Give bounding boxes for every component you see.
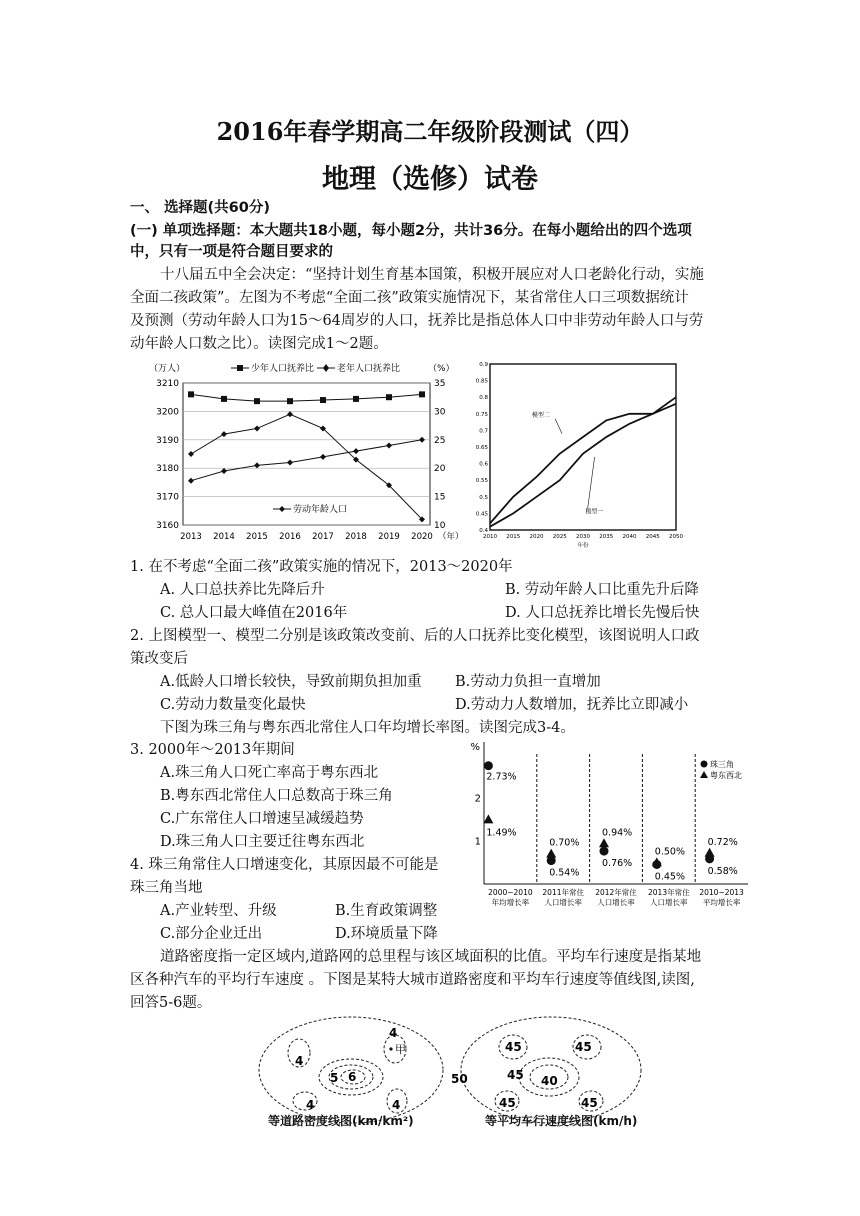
y-right-unit: （%） bbox=[428, 364, 455, 374]
data-point-east-west-north bbox=[483, 814, 493, 823]
q1-option-a[interactable]: A. 人口总扶养比先降后升 bbox=[160, 582, 325, 598]
category-label-line-1: 2012年常住 bbox=[595, 888, 637, 897]
q1-option-b[interactable]: B. 劳动年龄人口比重先升后降 bbox=[505, 582, 699, 598]
x-tick-label: 2030 bbox=[576, 534, 590, 540]
x-tick-label: 2017 bbox=[312, 532, 334, 542]
data-point-workforce bbox=[254, 425, 260, 431]
category-label-line-1: 2013年常住 bbox=[648, 888, 690, 897]
growth-rate-chart bbox=[470, 736, 754, 916]
data-point-elderly bbox=[287, 460, 293, 466]
y-tick-label: 0.6 bbox=[479, 461, 488, 468]
map1-caption: 等道路密度线图(km/km²) bbox=[268, 1114, 414, 1128]
data-point-juvenile bbox=[386, 394, 392, 400]
x-tick-label: 2040 bbox=[622, 534, 637, 540]
y-left-tick-label: 3180 bbox=[156, 464, 179, 475]
map2-label: 50 bbox=[451, 1072, 468, 1086]
data-point-elderly bbox=[320, 454, 326, 460]
data-point-workforce bbox=[188, 451, 194, 457]
map1-label: 5 bbox=[330, 1071, 339, 1085]
category-label-line-2: 年均增长率 bbox=[491, 898, 530, 907]
y-tick-label: 0.85 bbox=[475, 378, 488, 385]
q4-option-d[interactable]: D.环境质量下降 bbox=[335, 926, 438, 942]
data-point-juvenile bbox=[188, 391, 194, 397]
map2-label: 45 bbox=[499, 1096, 516, 1110]
instruction-line-1: (一) 单项选择题：本大题共18小题，每小题2分，共计36分。在每小题给出的四个选项 bbox=[130, 223, 692, 239]
plot-frame bbox=[183, 383, 430, 525]
data-point-juvenile bbox=[287, 398, 293, 404]
y-left-tick-label: 3170 bbox=[156, 492, 179, 503]
y-right-tick-label: 15 bbox=[434, 492, 446, 503]
legend-marker-pearl-river bbox=[701, 761, 708, 768]
data-point-workforce bbox=[221, 431, 227, 437]
map2-label: 45 bbox=[581, 1096, 598, 1110]
x-tick-label: 2020 bbox=[411, 532, 433, 542]
q3-option-a[interactable]: A.珠三角人口死亡率高于粤东西北 bbox=[160, 765, 379, 781]
instruction-line-2: 中，只有一项是符合题目要求的 bbox=[130, 244, 333, 260]
question-4-line-1: 4. 珠三角常住人口增速变化，其原因最不可能是 bbox=[130, 857, 439, 873]
category-label-line-1: 2010~2013 bbox=[699, 888, 744, 897]
data-label-pearl-river: 2.73% bbox=[486, 771, 517, 783]
category-label-line-1: 2000~2010 bbox=[488, 888, 533, 897]
category-label-line-1: 2011年常住 bbox=[542, 888, 584, 897]
legend-label-juvenile: 少年人口抚养比 bbox=[251, 364, 315, 374]
category-label-line-2: 人口增长率 bbox=[597, 898, 635, 907]
series-label-model-1: 模型一 bbox=[585, 508, 604, 516]
q4-option-a[interactable]: A.产业转型、升级 bbox=[160, 903, 277, 919]
y-tick-label: 0.9 bbox=[479, 362, 488, 368]
map2-label: 45 bbox=[575, 1040, 592, 1054]
data-point-east-west-north bbox=[599, 838, 609, 847]
y-tick-label: 0.7 bbox=[479, 428, 488, 435]
data-label-pearl-river: 0.58% bbox=[707, 865, 738, 877]
data-label-pearl-river: 0.45% bbox=[654, 871, 685, 883]
category-label-line-2: 人口增长率 bbox=[544, 898, 582, 907]
x-tick-label: 2015 bbox=[246, 532, 268, 542]
data-point-pearl-river bbox=[600, 847, 609, 856]
x-tick-label: 2050 bbox=[669, 534, 683, 540]
map2-label: 45 bbox=[507, 1068, 524, 1082]
q2-option-b[interactable]: B.劳动力负担一直增加 bbox=[455, 674, 601, 690]
exam-subtitle: 地理（选修）试卷 bbox=[322, 164, 538, 195]
y-tick-label: 0.55 bbox=[475, 478, 488, 485]
y-left-tick-label: 3210 bbox=[156, 379, 179, 389]
y-tick-label: 0.8 bbox=[479, 395, 488, 402]
data-label-east-west-north: 0.72% bbox=[707, 836, 738, 848]
data-point-juvenile bbox=[254, 398, 260, 404]
data-point-east-west-north bbox=[705, 848, 715, 857]
passage-line-1: 十八届五中全会决定：“坚持计划生育基本国策，积极开展应对人口老龄化行动，实施 bbox=[160, 267, 704, 283]
data-point-elderly bbox=[188, 478, 194, 484]
series-line-workforce bbox=[191, 414, 422, 519]
q2-option-d[interactable]: D.劳动力人数增加，抚养比立即减小 bbox=[455, 697, 689, 713]
q4-option-b[interactable]: B.生育政策调整 bbox=[335, 903, 438, 919]
section-heading: 一、 选择题(共60分) bbox=[130, 200, 270, 216]
map1-label: 4 bbox=[392, 1098, 401, 1112]
map1-label: 6 bbox=[348, 1070, 357, 1084]
series-line-model-1 bbox=[490, 404, 676, 527]
q3-option-d[interactable]: D.珠三角人口主要迁往粤东西北 bbox=[160, 834, 365, 850]
series-pointer-model-1 bbox=[588, 457, 595, 508]
y-right-tick-label: 20 bbox=[434, 464, 446, 475]
legend-label-pearl-river: 珠三角 bbox=[710, 760, 734, 769]
x-tick-label: 2020 bbox=[529, 534, 544, 540]
map1-label: 4 bbox=[295, 1054, 304, 1068]
data-label-east-west-north: 0.94% bbox=[602, 827, 633, 839]
data-point-pearl-river bbox=[484, 761, 493, 770]
x-tick-label: 2025 bbox=[552, 534, 567, 540]
q1-option-c[interactable]: C. 总人口最大峰值在2016年 bbox=[160, 605, 348, 621]
data-point-elderly bbox=[353, 448, 359, 454]
q4-option-c[interactable]: C.部分企业迁出 bbox=[160, 926, 263, 942]
x-tick-label: 2019 bbox=[378, 532, 400, 542]
data-point-juvenile bbox=[320, 397, 326, 403]
dependency-model-chart bbox=[476, 358, 686, 550]
y-tick-label: 1 bbox=[474, 836, 481, 848]
x-tick-label: 2035 bbox=[599, 534, 614, 540]
category-label-line-2: 平均增长率 bbox=[702, 898, 741, 907]
data-point-juvenile bbox=[353, 396, 359, 402]
y-right-tick-label: 25 bbox=[434, 435, 446, 446]
x-tick-label: 2016 bbox=[279, 532, 301, 542]
y-tick-label: 0.65 bbox=[475, 445, 488, 451]
y-right-tick-label: 10 bbox=[434, 521, 446, 531]
data-point-elderly bbox=[221, 468, 227, 474]
y-axis-label: % bbox=[470, 742, 480, 753]
passage-2: 下图为珠三角与粤东西北常住人口年均增长率图。读图完成3-4。 bbox=[160, 720, 575, 736]
legend-marker-elderly bbox=[323, 364, 329, 372]
question-4-line-2: 珠三角当地 bbox=[130, 880, 203, 896]
legend-marker-workforce bbox=[279, 506, 285, 512]
population-line-chart bbox=[145, 357, 463, 549]
question-3: 3. 2000年～2013年期间 bbox=[130, 742, 295, 758]
data-point-elderly bbox=[419, 437, 425, 443]
y-left-tick-label: 3190 bbox=[156, 435, 179, 446]
x-tick-label: 2010 bbox=[483, 534, 497, 540]
question-1: 1. 在不考虑“全面二孩”政策实施的情况下，2013～2020年 bbox=[130, 559, 513, 575]
y-tick-label: 0.45 bbox=[475, 511, 488, 518]
passage-3-line-3: 回答5-6题。 bbox=[130, 995, 212, 1011]
map1-label: 甲 bbox=[395, 1043, 406, 1056]
y-left-tick-label: 3160 bbox=[156, 521, 179, 531]
data-point-elderly bbox=[386, 442, 392, 448]
data-label-pearl-river: 0.76% bbox=[602, 858, 633, 870]
map2-caption: 等平均车行速度线图(km/h) bbox=[485, 1114, 638, 1128]
data-label-east-west-north: 0.50% bbox=[654, 846, 685, 858]
y-left-unit: （万人） bbox=[149, 364, 186, 374]
x-tick-label: 2015 bbox=[506, 534, 521, 540]
legend-label-elderly: 老年人口抚养比 bbox=[337, 364, 401, 374]
data-point-juvenile bbox=[419, 391, 425, 397]
y-right-tick-label: 30 bbox=[434, 407, 446, 418]
point-jia-marker bbox=[389, 1047, 392, 1050]
legend-label-east-west-north: 粤东西北 bbox=[710, 771, 742, 780]
x-tick-label: 2013 bbox=[180, 532, 202, 542]
x-axis-label: 年份 bbox=[577, 543, 589, 549]
passage-line-2: 全面二孩政策”。左图为不考虑“全面二孩”政策实施情况下，某省常住人口三项数据统计 bbox=[130, 290, 689, 306]
passage-3-line-2: 区各种汽车的平均行车速度 。下图是某特大城市道路密度和平均车行速度等值线图,读图, bbox=[130, 972, 695, 988]
y-tick-label: 0.5 bbox=[479, 494, 488, 501]
y-tick-label: 2 bbox=[474, 793, 481, 805]
map2-label: 40 bbox=[541, 1074, 558, 1088]
legend-label-workforce: 劳动年龄人口 bbox=[293, 505, 348, 515]
passage-line-4: 动年龄人口数之比）。读图完成1～2题。 bbox=[130, 336, 388, 352]
data-label-pearl-river: 0.54% bbox=[549, 867, 580, 879]
series-label-model-2: 模型二 bbox=[531, 412, 550, 420]
data-point-workforce bbox=[287, 411, 293, 417]
exam-title: 2016年春学期高二年级阶段测试（四） bbox=[216, 117, 644, 146]
q2-option-a[interactable]: A.低龄人口增长较快，导致前期负担加重 bbox=[160, 674, 422, 690]
map1-label: 4 bbox=[389, 1026, 398, 1040]
x-axis-unit: （年） bbox=[438, 532, 464, 542]
y-tick-label: 0.75 bbox=[475, 411, 488, 418]
passage-3-line-1: 道路密度指一定区域内,道路网的总里程与该区域面积的比值。平均车行速度是指某地 bbox=[160, 949, 702, 965]
passage-line-3: 及预测（劳动年龄人口为15～64周岁的人口，抚养比是指总体人口中非劳动年龄人口与劳 bbox=[130, 313, 704, 329]
x-tick-label: 2045 bbox=[645, 534, 660, 540]
legend-marker-juvenile bbox=[237, 365, 243, 371]
series-pointer-model-2 bbox=[555, 419, 562, 434]
data-label-east-west-north: 0.70% bbox=[549, 837, 580, 849]
question-2-line-1: 2. 上图模型一、模型二分别是该政策改变前、后的人口抚养比变化模型，该图说明人口政 bbox=[130, 628, 700, 644]
q1-option-d[interactable]: D. 人口总抚养比增长先慢后快 bbox=[505, 605, 700, 621]
y-left-tick-label: 3200 bbox=[156, 407, 179, 418]
plot-frame bbox=[490, 364, 676, 530]
x-tick-label: 2014 bbox=[213, 532, 235, 542]
data-point-elderly bbox=[254, 462, 260, 468]
q3-option-c[interactable]: C.广东常住人口增速呈减缓趋势 bbox=[160, 811, 364, 827]
q2-option-c[interactable]: C.劳动力数量变化最快 bbox=[160, 697, 306, 713]
y-tick-label: 0.4 bbox=[479, 528, 488, 534]
question-2-line-2: 策改变后 bbox=[130, 651, 188, 667]
x-tick-label: 2018 bbox=[345, 532, 367, 542]
y-right-tick-label: 35 bbox=[434, 379, 446, 389]
map2-label: 45 bbox=[505, 1040, 522, 1054]
q3-option-b[interactable]: B.粤东西北常住人口总数高于珠三角 bbox=[160, 788, 393, 804]
map1-label: 4 bbox=[306, 1098, 315, 1112]
data-point-juvenile bbox=[221, 396, 227, 402]
category-label-line-2: 人口增长率 bbox=[650, 898, 688, 907]
data-point-east-west-north bbox=[546, 849, 556, 858]
data-label-east-west-north: 1.49% bbox=[486, 827, 517, 839]
legend-marker-east-west-north bbox=[700, 771, 708, 778]
